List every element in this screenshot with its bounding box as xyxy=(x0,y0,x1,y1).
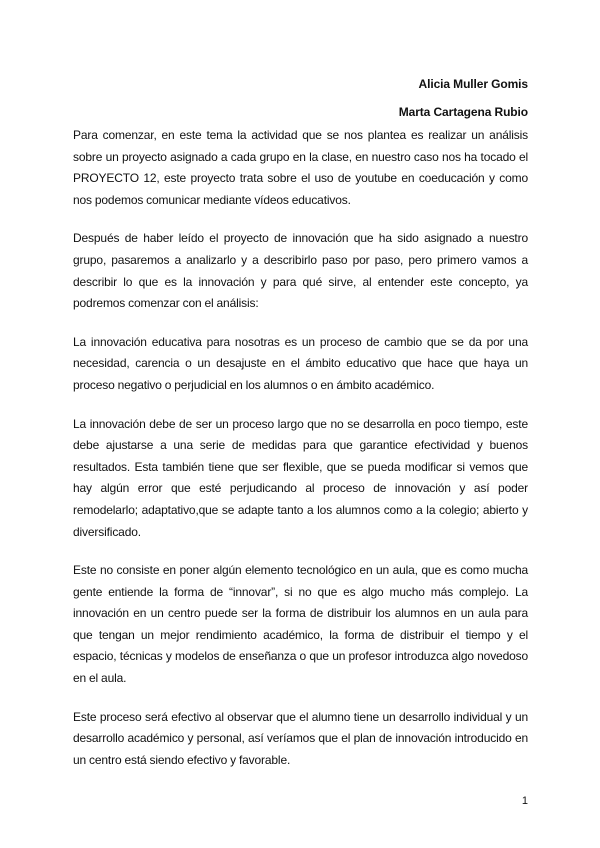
author-name-1: Alicia Muller Gomis xyxy=(418,77,528,91)
author-name-2: Marta Cartagena Rubio xyxy=(398,105,528,119)
paragraph-1: Para comenzar, en este tema la actividad que se nos plantea es realizar un análisis sobre un proyecto asignado a cada grupo en la clase, en nuestro caso nos ha tocado el PROYECTO 12, este proyecto trata sobre el uso de youtube en coeducación y como nos podemos comunicar mediante vídeos educativos. xyxy=(73,128,528,207)
paragraph-3: La innovación educativa para nosotras es un proceso de cambio que se da por una necesidad, carencia o un desajuste en el ámbito educativo que hace que haya un proceso negativo o perjudicial en los alumnos o en ámbito académico. xyxy=(73,334,528,392)
paragraph-4: La innovación debe de ser un proceso largo que no se desarrolla en poco tiempo, este debe ajustarse a una serie de medidas para que garantice efectividad y buenos resultados. Esta también tiene que ser flexible, que se pueda modificar si vemos que hay algún error que esté perjudicando al proceso de innovación y así poder remodelarlo; adaptativo,que se adapte tanto a los alumnos como a la colegio; abierto y diversificado. xyxy=(73,416,528,539)
paragraph-6: Este proceso será efectivo al observar que el alumno tiene un desarrollo individual y un desarrollo académico y personal, así veríamos que el plan de innovación introducido en un centro está siendo efectivo y favorable. xyxy=(73,709,528,767)
author-block xyxy=(399,70,528,126)
paragraph-5: Este no consiste en poner algún elemento tecnológico en un aula, que es como mucha gente entiende la forma de “innovar”, si no que es algo mucho más complejo. La innovación en un centro puede ser la forma de distribuir los alumnos en un aula para que tengan un mejor rendimiento académico, la forma de distribuir el tiempo y el espacio, técnicas y modelos de enseñanza o que un profesor introduzca algo novedoso en el aula. xyxy=(73,563,528,686)
body-text xyxy=(73,125,528,788)
paragraph-2: Después de haber leído el proyecto de innovación que ha sido asignado a nuestro grupo, pasaremos a analizarlo y a describirlo paso por paso, pero primero vamos a describir lo que es la innovación y para qué sirve, al entender este concepto, ya podremos comenzar con el análisis: xyxy=(73,231,528,311)
page-number: 1 xyxy=(521,795,528,807)
